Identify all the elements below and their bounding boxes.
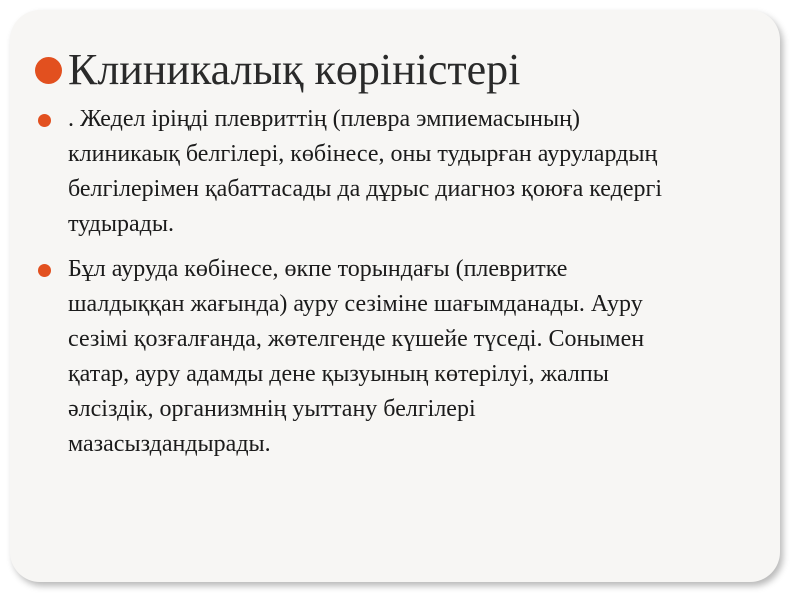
paragraph-line: клиникаық белгілері, көбінесе, оны тудырған аурулардың: [68, 141, 658, 167]
paragraph-line: шалдыққан жағында) ауру сезіміне шағымданады. Ауру: [68, 291, 643, 317]
bullet-icon: [38, 264, 51, 277]
paragraph-line: белгілерімен қабаттасады да дұрыс диагноз қоюға кедергі: [68, 176, 663, 202]
paragraph-line: тудырады.: [68, 211, 174, 237]
bullet-icon: [38, 114, 51, 127]
title-bullet-icon: [35, 57, 62, 84]
bullet-paragraph-2: [35, 252, 800, 462]
slide-body: [35, 102, 800, 472]
paragraph-line: . Жедел іріңді плевриттің (плевра эмпиемасының): [68, 106, 580, 132]
title-row: [35, 40, 520, 100]
bullet-paragraph-1: [35, 102, 800, 242]
paragraph-line: қатар, ауру адамды дене қызуының көтерілуі, жалпы: [68, 361, 609, 387]
paragraph-line: Бұл ауруда көбінесе, өкпе торындағы (плевритке: [68, 256, 568, 282]
paragraph-line: мазасыздандырады.: [68, 431, 271, 457]
slide-title: Клиникалық көріністері: [68, 45, 521, 94]
paragraph-line: әлсіздік, организмнің уыттану белгілері: [68, 396, 476, 422]
paragraph-line: сезімі қозғалғанда, жөтелгенде күшейе түседі. Сонымен: [68, 326, 645, 352]
